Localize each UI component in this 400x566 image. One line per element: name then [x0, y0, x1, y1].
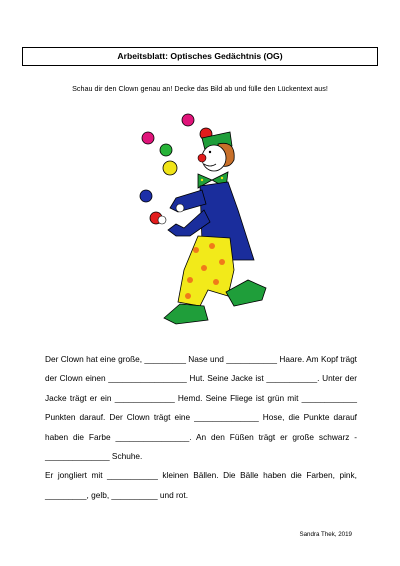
ball-yellow — [163, 161, 177, 175]
gap-text-paragraph: Er jongliert mit ___________ kleinen Bällen. Die Bälle haben die Farben, pink, _________, gelb, __________ und rot. — [45, 470, 357, 500]
left-shoe — [164, 304, 208, 324]
instruction-text: Schau dir den Clown genau an! Decke das Bild ab und fülle den Lückentext aus! — [72, 84, 328, 93]
worksheet-title: Arbeitsblatt: Optisches Gedächtnis (OG) — [22, 47, 378, 66]
author-credit: Sandra Thek, 2019 — [299, 531, 352, 538]
eye — [209, 151, 211, 153]
ball-blue — [140, 190, 152, 202]
gap-text-paragraph: Der Clown hat eine große, _________ Nase und ___________ Haare. Am Kopf trägt der Clown einen _________________ Hut. Seine Jacke ist ___________. Unter der Jacke trägt er ein _____________ Hemd. Seine Fliege ist grün mit ____________ Punkten darauf. Der Clown trägt eine ______________ Hose, die Punkte darauf haben die Farbe ________________. An den Füßen trägt er große schwarz - ______________ Schuhe. — [45, 354, 357, 462]
ball-pink-top — [182, 114, 194, 126]
gap-text — [45, 350, 357, 505]
clown-illustration — [118, 110, 278, 340]
right-shoe — [226, 280, 266, 306]
ball-pink — [142, 132, 154, 144]
ball-green — [160, 144, 172, 156]
nose — [198, 154, 206, 162]
